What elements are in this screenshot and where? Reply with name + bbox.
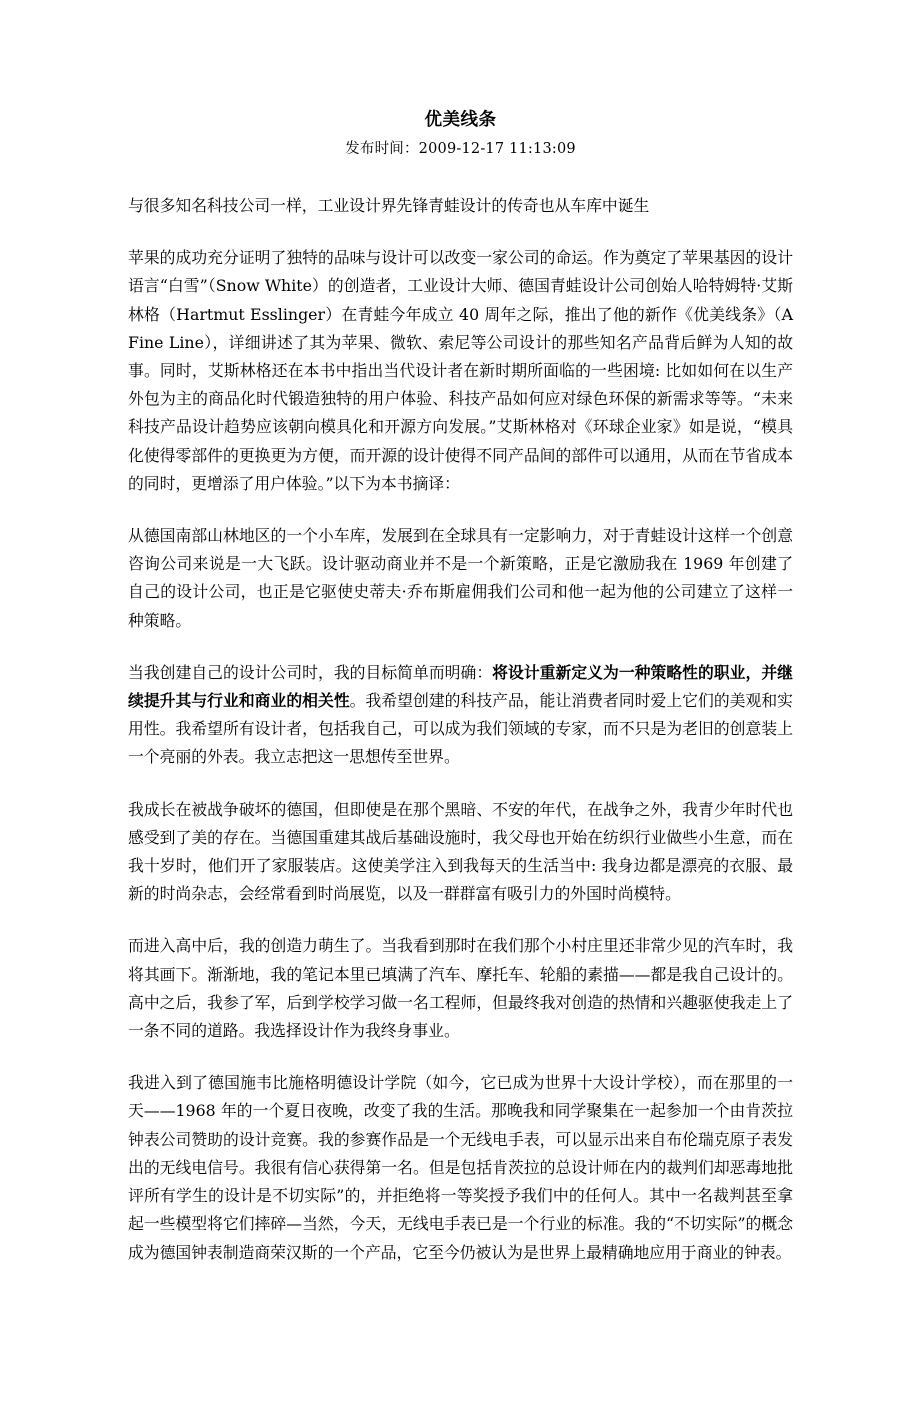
paragraph-goal-emphasis: 将设计重新定义为一种策略性的职业，并继续提升其与行业和商业的相关性 xyxy=(128,662,793,711)
paragraph-childhood: 我成长在被战争破坏的德国，但即使是在那个黑暗、不安的年代，在战争之外，我青少年时代也感受到了美的存在。当德国重建其战后基础设施时，我父母也开始在纺织行业做些小生意，而在我十岁时，他们开了家服装店。这使美学注入到我每天的生活当中: 我身边都是漂亮的衣服、最新的时尚杂志，会经常看到时尚展览，以及一群群富有吸引力的外国时尚模特。 xyxy=(128,799,793,904)
paragraph-highschool: 而进入高中后，我的创造力萌生了。当我看到那时在我们那个小村庄里还非常少见的汽车时，我将其画下。渐渐地，我的笔记本里已填满了汽车、摩托车、轮船的素描——都是我自己设计的。高中之后，我参了军，后到学校学习做一名工程师，但最终我对创造的热情和兴趣驱使我走上了一条不同的道路。我选择设计作为我终身事业。 xyxy=(128,936,793,1041)
publish-time: 发布时间：2009-12-17 11:13:09 xyxy=(345,141,576,157)
paragraph-goal-part-2: 。我希望创建的科技产品，能让消费者同时爱上它们的美观和实用性。我希望所有设计者，包括我自己，可以成为我们领域的专家，而不只是为老旧的创意装上一个亮丽的外表。我立志把这一思想传至世界。 xyxy=(128,691,793,767)
document-body xyxy=(128,0,793,1417)
paragraph-goal-part-1: 当我创建自己的设计公司时，我的目标简单而明确： xyxy=(128,662,493,682)
paragraph-garage: 从德国南部山林地区的一个小车库，发展到在全球具有一定影响力，对于青蛙设计这样一个创意咨询公司来说是一大飞跃。设计驱动商业并不是一个新策略，正是它激励我在 1969 年创建了自己的设计公司，也正是它驱使史蒂夫·乔布斯雇佣我们公司和他一起为他的公司建立了这样一种策略。 xyxy=(128,526,793,630)
paragraph-goal xyxy=(128,659,793,772)
paragraph-school: 我进入到了德国施韦比施格明德设计学院（如今，它已成为世界十大设计学校），而在那里的一天——1968 年的一个夏日夜晚，改变了我的生活。那晚我和同学聚集在一起参加一个由肯茨拉钟表公司赞助的设计竞赛。我的参赛作品是一个无线电手表，可以显示出来自布伦瑞克原子表发出的无线电信号。我很有信心获得第一名。但是包括肯茨拉的总设计师在内的裁判们却恶毒地批评所有学生的设计是不切实际”的，并拒绝将一等奖授予我们中的任何人。其中一名裁判甚至拿起一些模型将它们摔碎—当然，今天，无线电手表已是一个行业的标准。我的“不切实际”的概念成为德国钟表制造商荣汉斯的一个产品，它至今仍被认为是世界上最精确地应用于商业的钟表。 xyxy=(128,1073,793,1262)
paragraph-lead: 与很多知名科技公司一样，工业设计界先锋青蛙设计的传奇也从车库中诞生 xyxy=(128,196,650,215)
paragraph-intro: 苹果的成功充分证明了独特的品味与设计可以改变一家公司的命运。作为奠定了苹果基因的设计语言“白雪”（Snow White）的创造者，工业设计大师、德国青蛙设计公司创始人哈特姆特·艾斯林格（Hartmut Esslinger）在青蛙今年成立 40 周年之际，推出了他的新作《优美线条》（A Fine Line），详细讲述了其为苹果、微软、索尼等公司设计的那些知名产品背后鲜为人知的故事。同时，艾斯林格还在本书中指出当代设计者在新时期所面临的一些困境: 比如如何在以生产外包为主的商品化时代锻造独特的用户体验、科技产品如何应对绿色环保的新需求等等。“未来科技产品设计趋势应该朝向模具化和开源方向发展。”艾斯林格对《环球企业家》如是说，“模具化使得零部件的更换更为方便，而开源的设计使得不同产品间的部件可以通用，从而在节省成本的同时，更增添了用户体验。”以下为本书摘译： xyxy=(128,248,793,493)
page-bottom-whitespace xyxy=(128,1267,793,1417)
page-title: 优美线条 xyxy=(424,110,497,130)
